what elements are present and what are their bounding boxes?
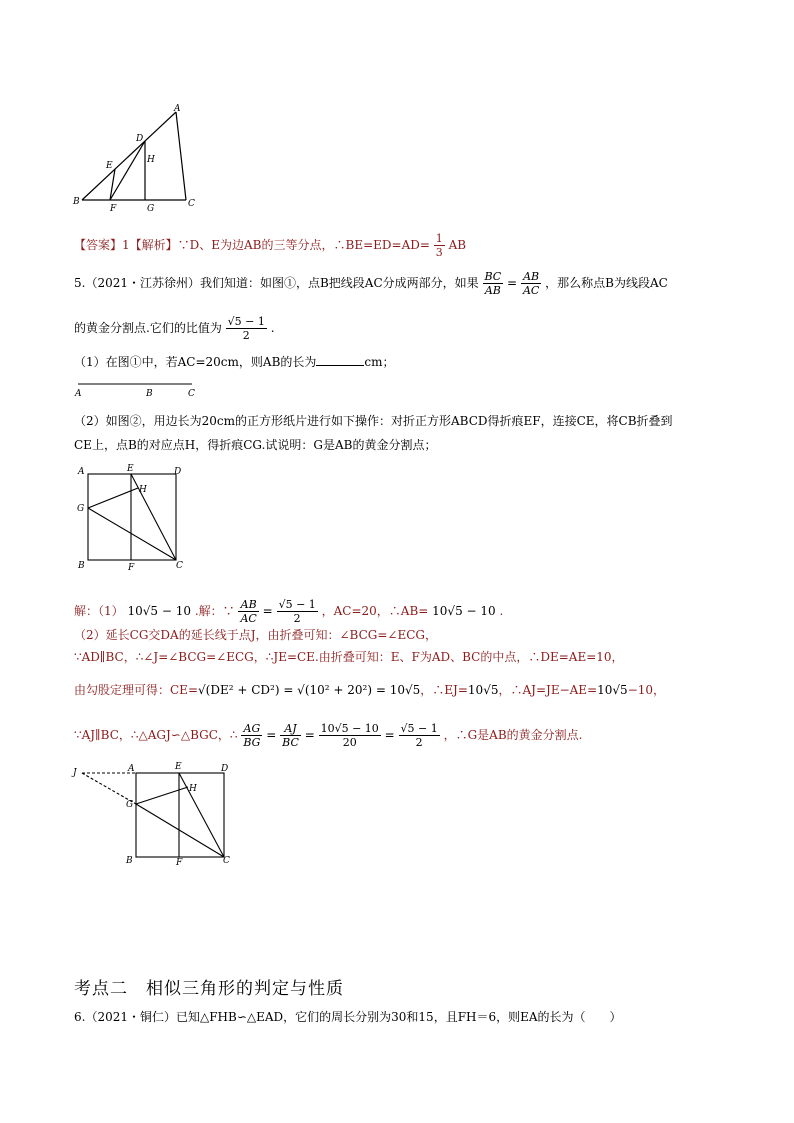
solution-fraction-2: $\frac{√5 - 1}{2}$ xyxy=(278,598,316,625)
q5-part1 xyxy=(74,355,395,369)
solution-line4 xyxy=(74,683,665,697)
q5-intro: 5.（2021・江苏徐州）我们知道：如图①，点B把线段AC分成两部分，如果 xyxy=(74,276,479,290)
solution-aj-text: ，∴AJ=JE−AE= xyxy=(498,683,598,697)
solution-frac-ag-bg: $\frac{AG}{BG}$ xyxy=(243,722,261,749)
seg-label-b: B xyxy=(146,389,153,399)
fig2-label-f: F xyxy=(128,563,135,573)
label-c: C xyxy=(188,199,195,209)
q5-golden-ratio-text: 的黄金分割点.它们的比值为 xyxy=(74,321,222,335)
seg-label-c: C xyxy=(188,389,195,399)
eq-3: = xyxy=(384,728,395,742)
seg-label-a: A xyxy=(75,389,82,399)
label-h: H xyxy=(147,155,155,165)
solution-part1-label: 解：（1） xyxy=(74,604,124,618)
label-b: B xyxy=(73,197,80,207)
solution-ej-text: ，∴EJ= xyxy=(420,683,468,697)
q5-part2-line1: （2）如图②，用边长为20cm的正方形纸片进行如下操作：对折正方形ABCD得折痕EF，连接CE，将CB折叠到 xyxy=(74,414,673,428)
label-a: A xyxy=(174,104,181,114)
fig2-label-b: B xyxy=(78,561,85,571)
q5-eq: = xyxy=(507,276,518,290)
q5-line2-end: . xyxy=(270,321,275,335)
q5-fraction-1: $\frac{BC}{AB}$ xyxy=(484,270,502,297)
solution-fraction-1: $\frac{AB}{AC}$ xyxy=(240,598,257,625)
side-ac xyxy=(176,112,186,200)
fig3-label-h: H xyxy=(189,784,197,794)
fig3-label-c: C xyxy=(223,856,230,866)
fig3-label-g: G xyxy=(126,800,134,810)
q5-part1-text: （1）在图①中，若AC=20cm，则AB的长为 xyxy=(74,355,317,369)
question-6: 6.（2021・铜仁）已知△FHB∽△EAD，它们的周长分别为30和15，且FH＝6，则EA的长为（ ） xyxy=(74,1010,622,1024)
solution-ce-formula: √(DE² + CD²) = √(10² + 20²) = 10√5 xyxy=(198,683,421,697)
q5-ratio-fraction: $\frac{√5 - 1}{2}$ xyxy=(227,315,265,342)
eq-1: = xyxy=(266,728,277,742)
q5-line2 xyxy=(74,315,275,342)
answer-prefix: 【答案】1【解析】∵D、E为边AB的三等分点，∴BE=ED=AD= xyxy=(74,238,430,252)
solution-ej-value: 10√5 xyxy=(467,683,499,697)
solution-aj-value: 10√5 xyxy=(597,683,628,697)
fig2-label-h: H xyxy=(139,485,147,495)
q5-line1 xyxy=(74,270,668,297)
segment-figure xyxy=(72,378,202,400)
answer-suffix: AB xyxy=(448,238,467,252)
eq-2: = xyxy=(304,728,315,742)
label-g: G xyxy=(147,204,155,214)
solution-part1-answer: 10√5 − 10 xyxy=(127,604,191,618)
answer-line xyxy=(74,232,466,259)
solution-frac-aj-bc: $\frac{AJ}{BC}$ xyxy=(282,722,299,749)
label-e: E xyxy=(106,161,113,171)
solution-aj-tail: −10， xyxy=(627,683,666,697)
side-ab xyxy=(82,112,176,200)
extended-square-figure xyxy=(66,757,236,867)
solution-pythag-text: 由勾股定理可得：CE= xyxy=(74,683,198,697)
solution-frac-ratio: $\frac{√5 - 1}{2}$ xyxy=(400,722,438,749)
q5-part1-unit: cm； xyxy=(364,355,395,369)
fig3-label-a: A xyxy=(128,764,135,774)
fig2-label-e: E xyxy=(127,464,134,474)
fig2-label-d: D xyxy=(174,467,182,477)
q5-fraction-2: $\frac{AB}{AC}$ xyxy=(522,270,540,297)
q5-part2-line2: CE上，点B的对应点H，得折痕CG.试说明：G是AB的黄金分割点； xyxy=(74,438,437,452)
triangle-figure xyxy=(70,100,210,215)
solution-line3: ∵AD∥BC，∴∠J=∠BCG=∠ECG，∴JE=CE.由折叠可知：E、F为AD、BC的中点，∴DE=AE=10， xyxy=(74,650,624,664)
solution-frac-value: $\frac{10√5 - 10}{20}$ xyxy=(320,722,379,749)
fig2-label-g: G xyxy=(77,504,85,514)
section-heading: 考点二 相似三角形的判定与性质 xyxy=(74,979,344,999)
solution-line1-end: . xyxy=(499,604,504,618)
solution-line1 xyxy=(74,598,503,625)
solution-given: ，AC=20，∴AB= xyxy=(321,604,429,618)
label-d: D xyxy=(136,134,144,144)
solution-conclusion: ，∴G是AB的黄金分割点. xyxy=(443,728,583,742)
solution-line2: （2）延长CG交DA的延长线于点J，由折叠可知：∠BCG=∠ECG， xyxy=(74,628,438,642)
solution-eq: = xyxy=(262,604,273,618)
solution-ab-value: 10√5 − 10 xyxy=(432,604,496,618)
fig2-label-c: C xyxy=(176,561,183,571)
fig3-label-b: B xyxy=(126,856,133,866)
answer-blank[interactable] xyxy=(316,355,364,366)
fig3-label-f: F xyxy=(176,858,183,867)
q5-tail: ，那么称点B为线段AC xyxy=(545,276,668,290)
fig3-label-e: E xyxy=(175,762,182,772)
answer-fraction: $\frac{1}{3}$ xyxy=(435,232,443,259)
solution-part1-reason: .解：∵ xyxy=(194,604,235,618)
fig2-label-a: A xyxy=(78,467,85,477)
square-figure xyxy=(72,462,192,574)
solution-line5 xyxy=(74,722,582,749)
label-f: F xyxy=(110,204,117,214)
solution-similar-text: ∵AJ∥BC，∴△AGJ∽△BGC，∴ xyxy=(74,728,238,742)
fig3-label-j: J xyxy=(73,768,77,778)
fig3-label-d: D xyxy=(221,764,229,774)
